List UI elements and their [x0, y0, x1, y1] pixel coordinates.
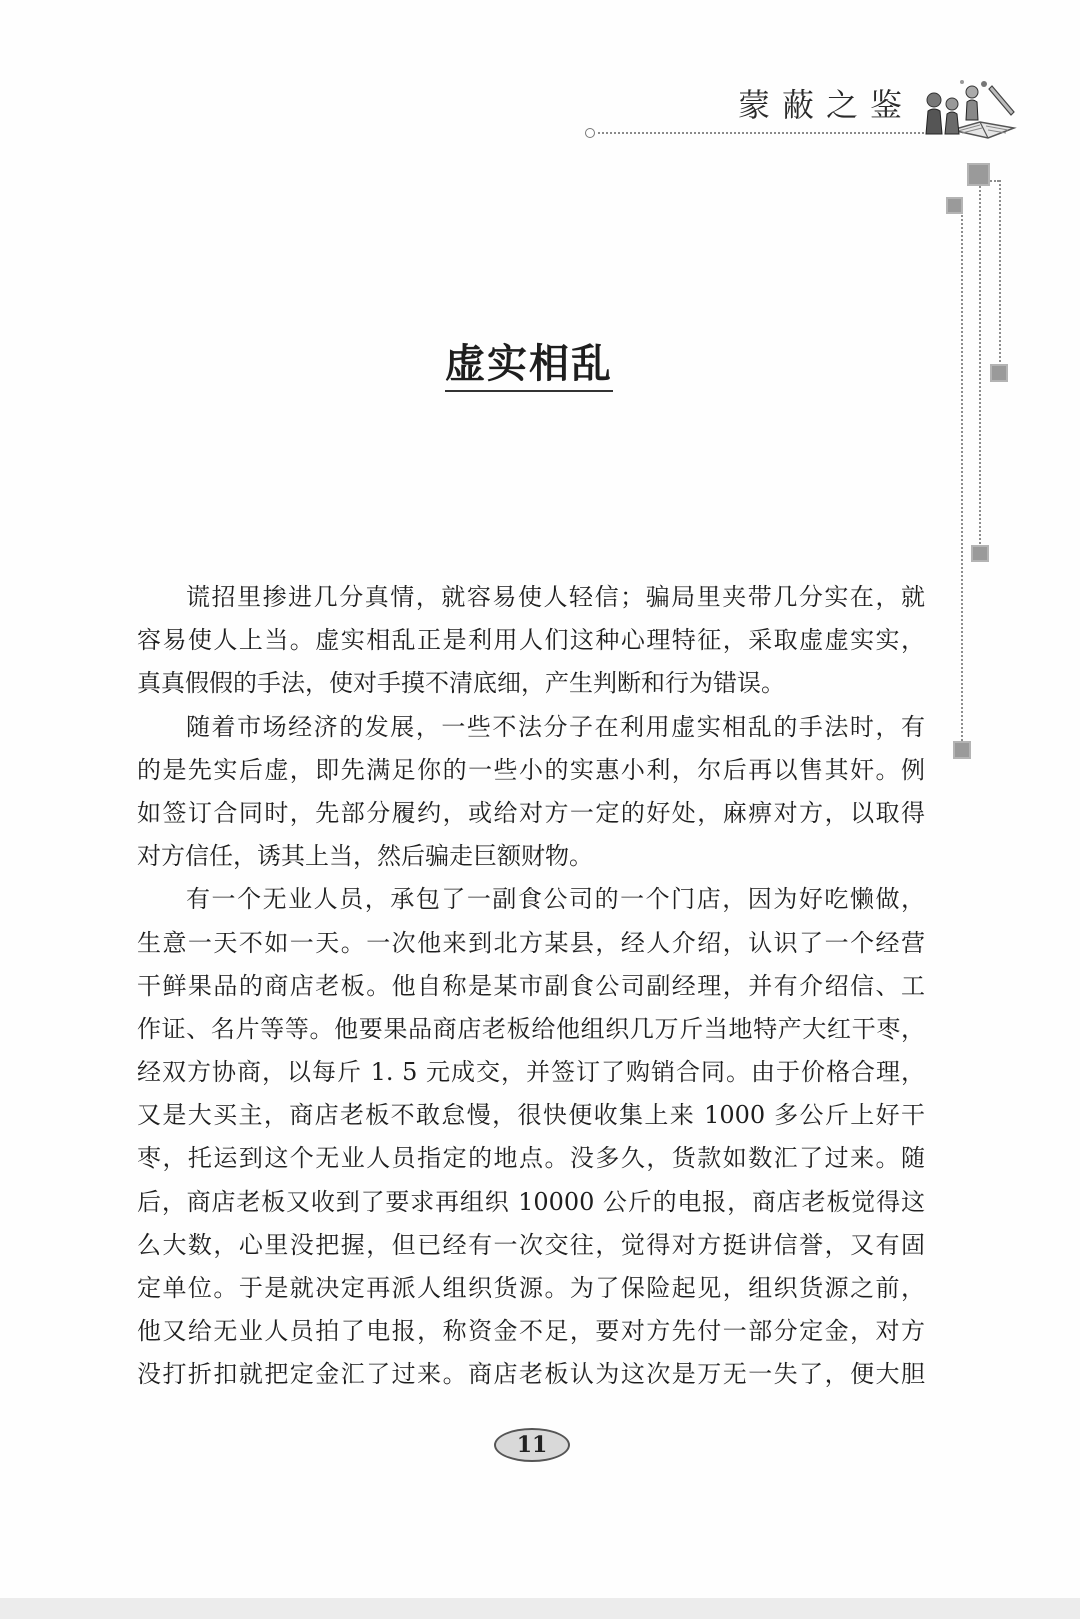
article-body [137, 576, 925, 1397]
paragraph-3-line: 生意一天不如一天。一次他来到北方某县，经人介绍，认识了一个经营 [137, 928, 925, 957]
page-number: 11 [516, 1432, 548, 1458]
paragraph-3-line: 么大数，心里没把握，但已经有一次交往，觉得对方挺讲信誉，又有固 [137, 1230, 925, 1259]
paragraph-3-line: 干鲜果品的商店老板。他自称是某市副食公司副经理，并有介绍信、工 [137, 971, 925, 1000]
paragraph-3-line: 后，商店老板又收到了要求再组织 10000 公斤的电报，商店老板觉得这 [137, 1187, 925, 1216]
header-dotted-rule [598, 132, 924, 134]
paragraph-3-line: 经双方协商，以每斤 1. 5 元成交，并签订了购销合同。由于价格合理， [137, 1058, 925, 1087]
paragraph-1-line: 容易使人上当。虚实相乱正是利用人们这种心理特征，采取虚虚实实， [137, 626, 925, 655]
margin-square-2 [946, 197, 963, 214]
paragraph-1-line: 真真假假的手法，使对手摸不清底细，产生判断和行为错误。 [137, 669, 785, 698]
paragraph-3-line: 他又给无业人员拍了电报，称资金不足，要对方先付一部分定金，对方 [137, 1317, 925, 1346]
paragraph-3-line: 枣，托运到这个无业人员指定的地点。没多久，货款如数汇了过来。随 [137, 1144, 925, 1173]
paragraph-1-line: 谎招里掺进几分真情，就容易使人轻信；骗局里夹带几分实在，就 [186, 583, 925, 611]
books-and-figures-illustration [922, 78, 1018, 148]
paragraph-3-line: 作证、名片等等。他要果品商店老板给他组织几万斤当地特产大红干枣， [137, 1014, 925, 1043]
margin-square-top [967, 163, 990, 186]
page-number-badge [494, 1428, 570, 1462]
margin-square-4 [971, 545, 989, 562]
paragraph-3-line: 又是大买主，商店老板不敢怠慢，很快便收集上来 1000 多公斤上好干 [137, 1101, 925, 1130]
margin-dotted-line-3 [999, 180, 1001, 366]
paragraph-2-line: 如签订合同时，先部分履约，或给对方一定的好处，麻痹对方，以取得 [137, 798, 925, 827]
margin-dotted-line-2 [979, 186, 981, 548]
header-rule-circle [585, 128, 595, 138]
paragraph-2-line: 对方信任，诱其上当，然后骗走巨额财物。 [137, 842, 593, 871]
paragraph-2-line: 随着市场经济的发展，一些不法分子在利用虚实相乱的手法时，有 [186, 712, 925, 741]
page-bottom-edge [0, 1598, 1080, 1619]
margin-square-5 [953, 741, 971, 759]
paragraph-3-line: 有一个无业人员，承包了一副食公司的一个门店，因为好吃懒做， [186, 885, 925, 914]
paragraph-3-line: 没打折扣就把定金汇了过来。商店老板认为这次是万无一失了，便大胆 [137, 1360, 925, 1389]
paragraph-3-line: 定单位。于是就决定再派人组织货源。为了保险起见，组织货源之前， [137, 1274, 925, 1302]
margin-square-3 [990, 364, 1008, 382]
running-header-title: 蒙蔽之鉴 [738, 86, 915, 124]
paragraph-2-line: 的是先实后虚，即先满足你的一些小的实惠小利，尔后再以售其奸。例 [137, 755, 925, 784]
margin-dotted-line-1 [961, 212, 963, 744]
article-title: 虚实相乱 [445, 340, 613, 392]
